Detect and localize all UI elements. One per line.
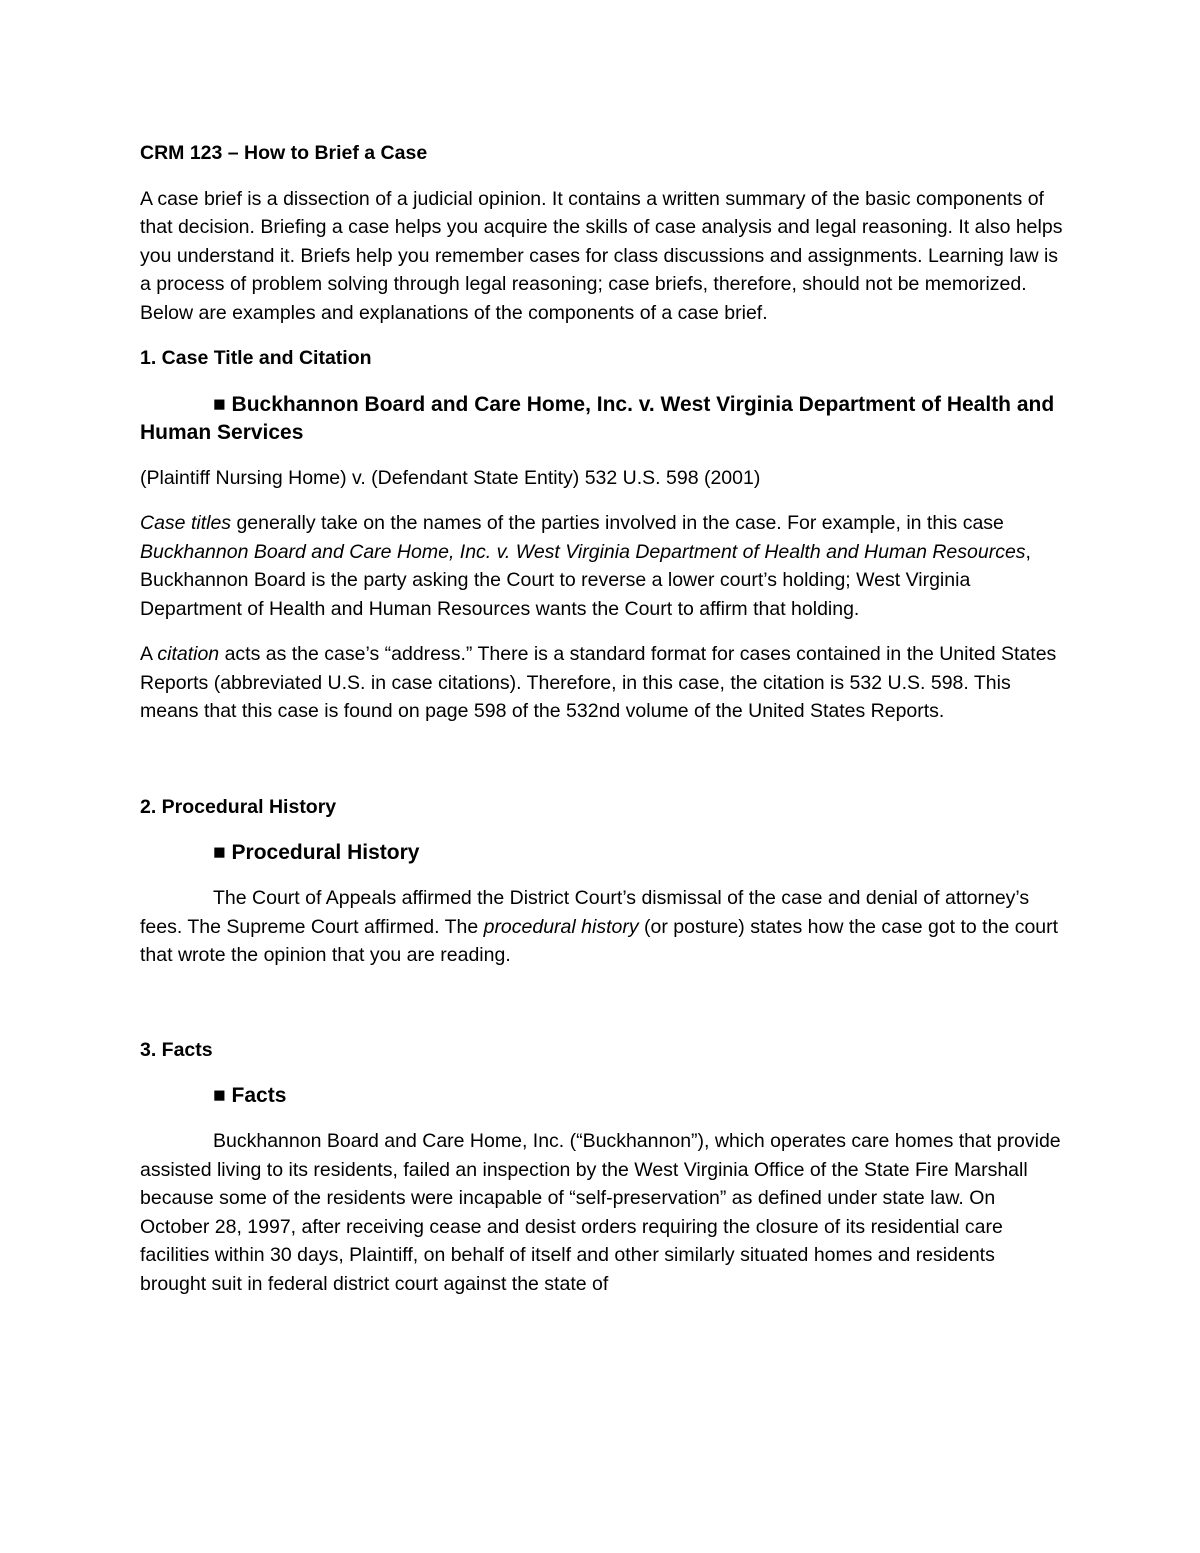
citation-line: (Plaintiff Nursing Home) v. (Defendant State Entity) 532 U.S. 598 (2001) <box>140 466 761 489</box>
citation-text-a: A <box>140 643 158 665</box>
case-titles-paragraph <box>140 509 1065 623</box>
facts-label: Facts <box>231 1084 287 1107</box>
bullet-icon: ■ <box>213 1084 226 1107</box>
citation-paragraph <box>140 640 1065 726</box>
procedural-history-label: Procedural History <box>231 841 420 864</box>
case-name: Buckhannon Board and Care Home, Inc. v. West Virginia Department of Health and Human Services <box>140 392 1055 444</box>
case-titles-text-b: , Buckhannon Board is the party asking the Court to reverse a lower court’s holding; West Virginia Department of Health and Human Resources wants the Court to affirm that holding. <box>140 540 1031 620</box>
case-name-heading <box>140 391 1065 447</box>
section-3-heading: 3. Facts <box>140 1038 213 1061</box>
document-title: CRM 123 – How to Brief a Case <box>140 142 428 164</box>
procedural-history-subheading <box>140 839 1065 867</box>
section-1-heading: 1. Case Title and Citation <box>140 347 372 369</box>
case-titles-text-a: generally take on the names of the parties involved in the case. For example, in this case <box>231 512 1004 534</box>
facts-subheading <box>140 1082 1065 1110</box>
document-body <box>140 139 1065 1315</box>
procedural-text-a: The Court of Appeals affirmed the District Court’s dismissal of the case and denial of attorney’s fees. The Supreme Court affirmed. The <box>140 887 1030 938</box>
intro-paragraph: A case brief is a dissection of a judicial opinion. It contains a written summary of the basic components of that decision. Briefing a case helps you acquire the skills of case analysis and legal reasoning. It also helps you understand it. Briefs help you remember cases for class discussions and assignments. Learning law is a process of problem solving through legal reasoning; case briefs, therefore, should not be memorized. Below are examples and explanations of the components of a case brief. <box>140 187 1063 324</box>
citation-term: citation <box>157 643 220 665</box>
section-2-heading: 2. Procedural History <box>140 795 337 818</box>
case-titles-case-name: Buckhannon Board and Care Home, Inc. v. West Virginia Department of Health and Human Resources <box>140 540 1026 563</box>
facts-paragraph: Buckhannon Board and Care Home, Inc. (“Buckhannon”), which operates care homes that provide assisted living to its residents, failed an inspection by the West Virginia Office of the State Fire Marshall because some of the residents were incapable of “self-preservation” as defined under state law. On October 28, 1997, after receiving cease and desist orders requiring the closure of its residential care facilities within 30 days, Plaintiff, on behalf of itself and other similarly situated homes and residents brought suit in federal district court against the state of <box>140 1130 1061 1295</box>
procedural-text-b: (or posture) states how the case got to the court that wrote the opinion that you are reading. <box>140 915 1059 966</box>
procedural-history-paragraph <box>140 884 1065 970</box>
case-titles-term: Case titles <box>140 512 232 534</box>
procedural-history-term: procedural history <box>483 915 639 938</box>
bullet-icon: ■ <box>213 392 226 416</box>
bullet-icon: ■ <box>213 841 226 864</box>
citation-text-b: acts as the case’s “address.” There is a standard format for cases contained in the United States Reports (abbreviated U.S. in case citations). Therefore, in this case, the citation is 532 U.S. 598. This means that this case is found on page 598 of the 532nd volume of the United States Reports. <box>140 643 1057 722</box>
